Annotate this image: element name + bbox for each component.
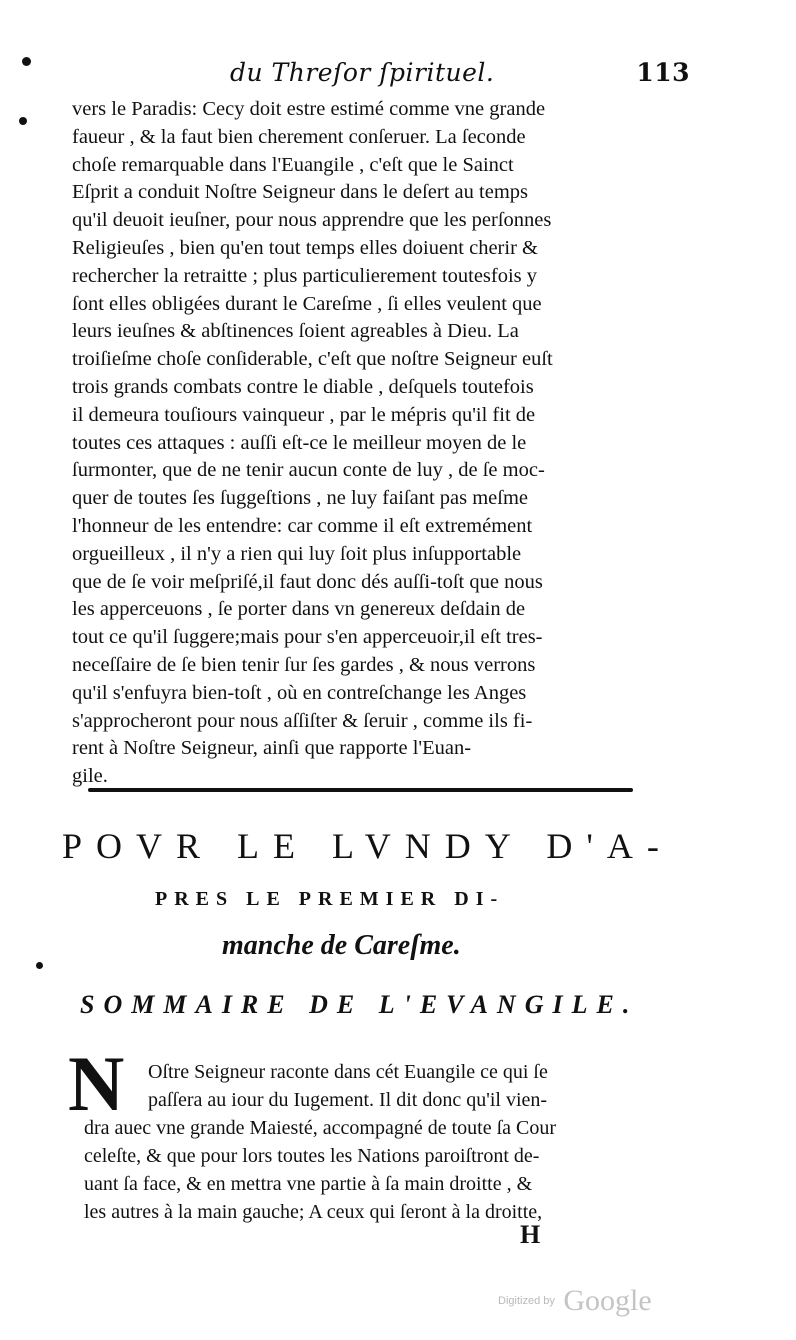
summary-title: SOMMAIRE DE L'EVANGILE.	[80, 990, 639, 1019]
drop-cap: N	[68, 1040, 125, 1127]
running-header	[230, 58, 690, 87]
digitized-watermark	[498, 1284, 652, 1318]
text-line: Religieuſes , bien qu'en tout temps elles doiuent cherir &	[72, 236, 538, 259]
text-line: Eſprit a conduit Noſtre Seigneur dans le deſert au temps	[72, 181, 528, 204]
section-subheading-italic: manche de Careſme.	[222, 930, 461, 961]
section-divider	[88, 788, 633, 792]
text-line: rechercher la retraitte ; plus particulierement toutesfois y	[72, 264, 538, 287]
text-line: faueur , & la faut bien cherement conſeruer. La ſeconde	[72, 125, 526, 148]
text-line: les apperceuons , ſe porter dans vn genereux deſdain de	[72, 598, 526, 621]
text-line: qu'il s'enfuyra bien-toſt , où en contreſchange les Anges	[72, 681, 527, 704]
text-line: uant ſa face, & en mettra vne partie à ſa main droitte , &	[84, 1173, 533, 1195]
text-line: leurs ieuſnes & abſtinences ſoient agreables à Dieu. La	[72, 320, 519, 343]
body-paragraph	[72, 96, 680, 791]
text-line: gile.	[72, 765, 108, 788]
text-line: s'approcheront pour nous aſſiſter & ſeruir , comme ils fi-	[72, 709, 533, 732]
text-line: l'honneur de les entendre: car comme il eſt extremément	[72, 514, 533, 537]
section-heading: POVR LE LVNDY D'A-	[62, 826, 673, 866]
text-line: orgueilleux , il n'y a rien qui luy ſoit plus inſupportable	[72, 542, 522, 565]
text-line: trois grands combats contre le diable , deſquels toutefois	[72, 375, 534, 398]
digitized-brand: Google	[563, 1284, 652, 1317]
text-line: neceſſaire de ſe bien tenir ſur ſes gardes , & nous verrons	[72, 653, 536, 676]
text-line: ſurmonter, que de ne tenir aucun conte de luy , de ſe moc-	[72, 459, 545, 482]
running-title: du Threſor ſpirituel.	[230, 58, 495, 87]
signature-mark: H	[520, 1220, 541, 1249]
digitized-prefix: Digitized by	[498, 1295, 555, 1307]
text-line: dra auec vne grande Maiesté, accompagné de toute ſa Cour	[84, 1117, 557, 1139]
text-line: ſont elles obligées durant le Careſme , ſi elles veulent que	[72, 292, 542, 315]
text-line: paſſera au iour du Iugement. Il dit donc qu'il vien-	[148, 1089, 548, 1111]
text-line: que de ſe voir meſpriſé,il faut donc dés auſſi-toſt que nous	[72, 570, 543, 593]
text-line: quer de toutes ſes ſuggeſtions , ne luy faiſant pas meſme	[72, 487, 529, 510]
text-line: troiſieſme choſe conſiderable, c'eſt que noſtre Seigneur euſt	[72, 348, 553, 371]
text-line: il demeura touſiours vainqueur , par le mépris qu'il fit de	[72, 403, 536, 426]
margin-ink-spot	[36, 962, 43, 969]
page-number: 113	[636, 58, 690, 87]
text-line: les autres à la main gauche; A ceux qui ſeront à la droitte,	[84, 1201, 543, 1223]
summary-paragraph	[84, 1058, 664, 1226]
margin-ink-spot	[22, 57, 31, 66]
text-line: qu'il deuoit ieuſner, pour nous apprendre que les perſonnes	[72, 209, 552, 232]
text-line: celeſte, & que pour lors toutes les Nations paroiſtront de-	[84, 1145, 540, 1167]
text-line: Oſtre Seigneur raconte dans cét Euangile ce qui ſe	[148, 1061, 548, 1083]
text-line: toutes ces attaques : auſſi eſt-ce le meilleur moyen de le	[72, 431, 527, 454]
text-line: choſe remarquable dans l'Euangile , c'eſt que le Sainct	[72, 153, 514, 176]
margin-ink-spot	[19, 117, 27, 125]
text-line: tout ce qu'il ſuggere;mais pour s'en apperceuoir,il eſt tres-	[72, 626, 543, 649]
text-line: vers le Paradis: Cecy doit estre estimé comme vne grande	[72, 98, 546, 120]
section-subheading: PRES LE PREMIER DI-	[155, 888, 505, 910]
text-line: rent à Noſtre Seigneur, ainſi que rapporte l'Euan-	[72, 737, 472, 760]
